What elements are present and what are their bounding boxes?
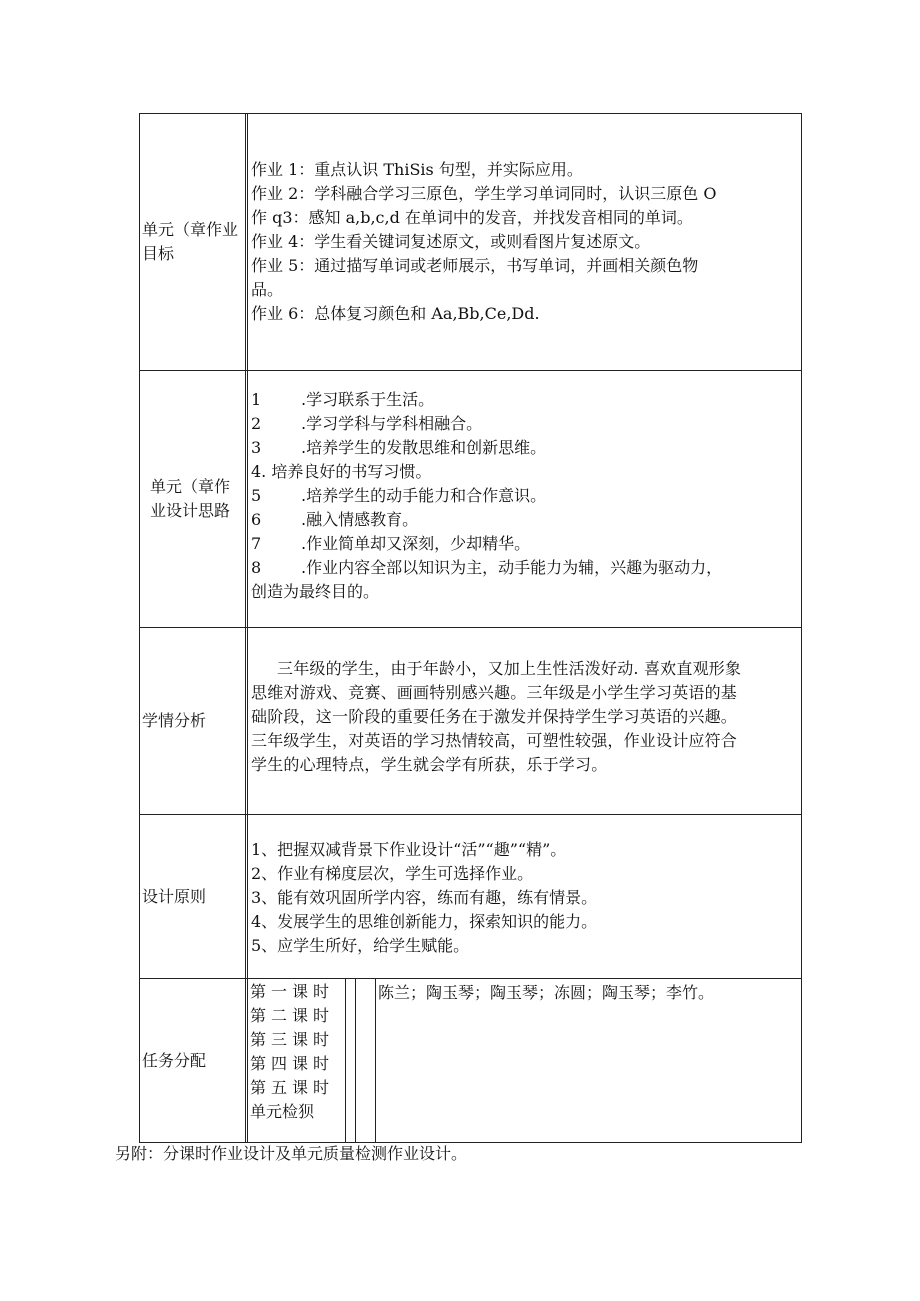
idea-item: 5 .培养学生的动手能力和合作意识。 <box>251 486 547 505</box>
goal-line: 作业 2：学科融合学习三原色，学生学习单词同时，认识三原色 O <box>251 184 717 203</box>
label-unit-goal: 单元（章作业目标 <box>140 114 248 370</box>
footnote: 另附：分课时作业设计及单元质量检测作业设计。 <box>115 1144 468 1163</box>
label-task: 任务分配 <box>140 979 248 1142</box>
row-learner-analysis <box>140 628 802 815</box>
row-principles <box>140 815 802 979</box>
idea-item: 7 .作业简单却又深刻，少却精华。 <box>251 534 531 553</box>
spacer-column <box>346 979 356 1142</box>
label-principles: 设计原则 <box>140 815 248 978</box>
principle-line: 3、能有效巩固所学内容，练而有趣，练有情景。 <box>251 888 598 907</box>
analysis-line: 三年级的学生，由于年龄小，又加上生性活泼好动. 喜欢直观形象 <box>277 659 742 678</box>
idea-item: 8 .作业内容全部以知识为主，动手能力为辅，兴趣为驱动力， <box>251 558 723 577</box>
cell-unit-goal <box>248 114 802 370</box>
principle-line: 1、把握双减背景下作业设计“活”“趣”“精”。 <box>251 840 567 859</box>
analysis-line: 学生的心理特点，学生就会学有所获，乐于学习。 <box>251 755 608 774</box>
idea-item-continued: 创造为最终目的。 <box>251 582 380 601</box>
lesson-item: 第二课时 <box>250 1006 335 1025</box>
goal-line: 作业 6：总体复习颜色和 Aa,Bb,Ce,Dd. <box>251 304 540 323</box>
homework-design-table <box>139 113 802 1143</box>
principle-line: 2、作业有梯度层次，学生可选择作业。 <box>251 864 534 883</box>
row-design-idea <box>140 371 802 628</box>
idea-item: 3 .培养学生的发散思维和创新思维。 <box>251 438 547 457</box>
goal-line: 作 q3：感知 a,b,c,d 在单词中的发音，并找发音相同的单词。 <box>251 208 693 227</box>
lesson-item: 第三课时 <box>250 1030 335 1049</box>
row-unit-goal <box>140 114 802 371</box>
lesson-item: 第一课时 <box>250 982 335 1001</box>
lesson-item: 第四课时 <box>250 1054 335 1073</box>
label-learner-analysis: 学情分析 <box>140 628 248 814</box>
lesson-list <box>248 979 346 1142</box>
goal-line: 作业 1：重点认识 ThiSis 句型，并实际应用。 <box>251 160 583 179</box>
idea-item: 6 .融入情感教育。 <box>251 510 419 529</box>
principle-line: 5、应学生所好，给学生赋能。 <box>251 936 470 955</box>
idea-item: 1 .学习联系于生活。 <box>251 390 435 409</box>
spacer-column <box>356 979 376 1142</box>
analysis-line: 三年级学生，对英语的学习热情较高，可塑性较强，作业设计应符合 <box>251 731 738 750</box>
goal-line: 作业 4：学生看关键词复述原文，或则看图片复述原文。 <box>251 232 651 251</box>
assignee-list: 陈兰；陶玉琴；陶玉琴；冻圆；陶玉琴；李竹。 <box>378 983 715 1002</box>
label-design-idea: 单元（章作业设计思路 <box>140 371 248 627</box>
row-task <box>140 979 802 1143</box>
goal-line: 作业 5：通过描写单词或老师展示，书写单词，并画相关颜色物 <box>251 256 699 275</box>
analysis-line: 思维对游戏、竞赛、画画特别感兴趣。三年级是小学生学习英语的基 <box>251 683 738 702</box>
cell-task <box>248 979 802 1142</box>
cell-learner-analysis <box>248 628 802 814</box>
idea-item: 2 .学习学科与学科相融合。 <box>251 414 483 433</box>
cell-design-idea <box>248 371 802 627</box>
lesson-item: 第五课时 <box>250 1078 335 1097</box>
principle-line: 4、发展学生的思维创新能力，探索知识的能力。 <box>251 912 598 931</box>
cell-principles <box>248 815 802 978</box>
lesson-item: 单元检狈 <box>250 1102 315 1121</box>
idea-item: 4. 培养良好的书写习惯。 <box>251 462 432 481</box>
goal-line: 品。 <box>251 280 284 299</box>
analysis-line: 础阶段，这一阶段的重要任务在于激发并保持学生学习英语的兴趣。 <box>251 707 738 726</box>
